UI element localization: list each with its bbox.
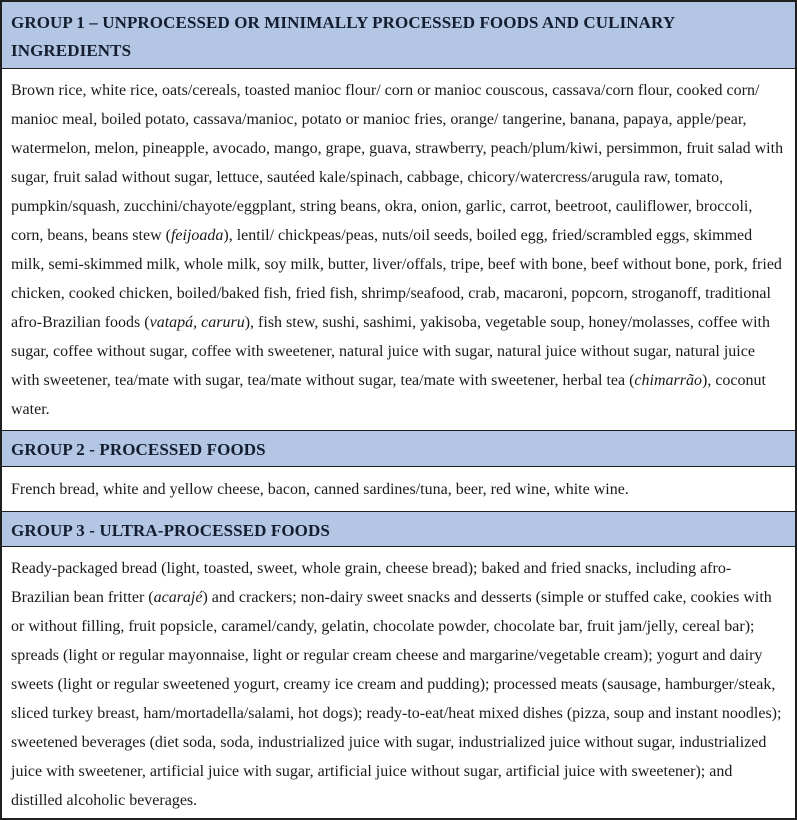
group3-header-row	[2, 511, 795, 546]
group1-header-title: GROUP 1 – UNPROCESSED OR MINIMALLY PROCESSED FOODS AND CULINARY INGREDIENTS	[11, 13, 675, 60]
group2-header-title: GROUP 2 - PROCESSED FOODS	[11, 440, 266, 459]
group2-body-text: French bread, white and yellow cheese, bacon, canned sardines/tuna, beer, red wine, white wine.	[11, 481, 629, 498]
group3-body-cell	[2, 546, 795, 818]
group1-body-text: Brown rice, white rice, oats/cereals, toasted manioc flour/ corn or manioc couscous, cassava/corn flour, cooked corn/ manioc meal, boiled potato, cassava/manioc, potato or manioc fries, orange/ tangerine, banana, papaya, apple/pear, watermelon, melon, pineapple, avocado, mango, grape, guava, strawberry, peach/plum/kiwi, persimmon, fruit salad with sugar, fruit salad without sugar, lettuce, sautéed kale/spinach, cabbage, chicory/watercress/arugula raw, tomato, pumpkin/squash, zucchini/chayote/eggplant, string beans, okra, onion, garlic, carrot, beetroot, cauliflower, broccoli, corn, beans, beans stew (feijoada), lentil/ chickpeas/peas, nuts/oil seeds, boiled egg, fried/scrambled eggs, skimmed milk, semi-skimmed milk, whole milk, soy milk, butter, liver/offals, tripe, beef with bone, beef without bone, pork, fried chicken, cooked chicken, boiled/baked fish, fried fish, shrimp/seafood, crab, macaroni, popcorn, stroganoff, traditional afro-Brazilian foods (vatapá, caruru), fish stew, sushi, sashimi, yakisoba, vegetable soup, honey/molasses, coffee with sugar, coffee without sugar, coffee with sweetener, natural juice with sugar, natural juice without sugar, natural juice with sweetener, tea/mate with sugar, tea/mate without sugar, tea/mate with sweetener, herbal tea (chimarrão), coconut water.	[11, 82, 784, 418]
group3-header-title: GROUP 3 - ULTRA-PROCESSED FOODS	[11, 521, 330, 540]
group2-header-row	[2, 430, 795, 466]
group3-body-text: Ready-packaged bread (light, toasted, sweet, whole grain, cheese bread); baked and fried snacks, including afro-Brazilian bean fritter (acarajé) and crackers; non-dairy sweet snacks and desserts (simple or stuffed cake, cookies with or without filling, fruit popsicle, caramel/candy, gelatin, chocolate powder, chocolate bar, fruit jam/jelly, cereal bar); spreads (light or regular mayonnaise, light or regular cream cheese and margarine/vegetable cream); yogurt and dairy sweets (light or regular sweetened yogurt, creamy ice cream and pudding); processed meats (sausage, hamburger/steak, sliced turkey breast, ham/mortadella/salami, hot dogs); ready-to-eat/heat mixed dishes (pizza, soup and instant noodles); sweetened beverages (diet soda, soda, industrialized juice with sugar, industrialized juice without sugar, industrialized juice with sweetener, artificial juice with sugar, artificial juice without sugar, artificial juice with sweetener); and distilled alcoholic beverages.	[11, 560, 782, 809]
group1-body-cell	[2, 68, 795, 430]
group1-header-row	[2, 2, 795, 68]
group2-body-cell	[2, 466, 795, 511]
